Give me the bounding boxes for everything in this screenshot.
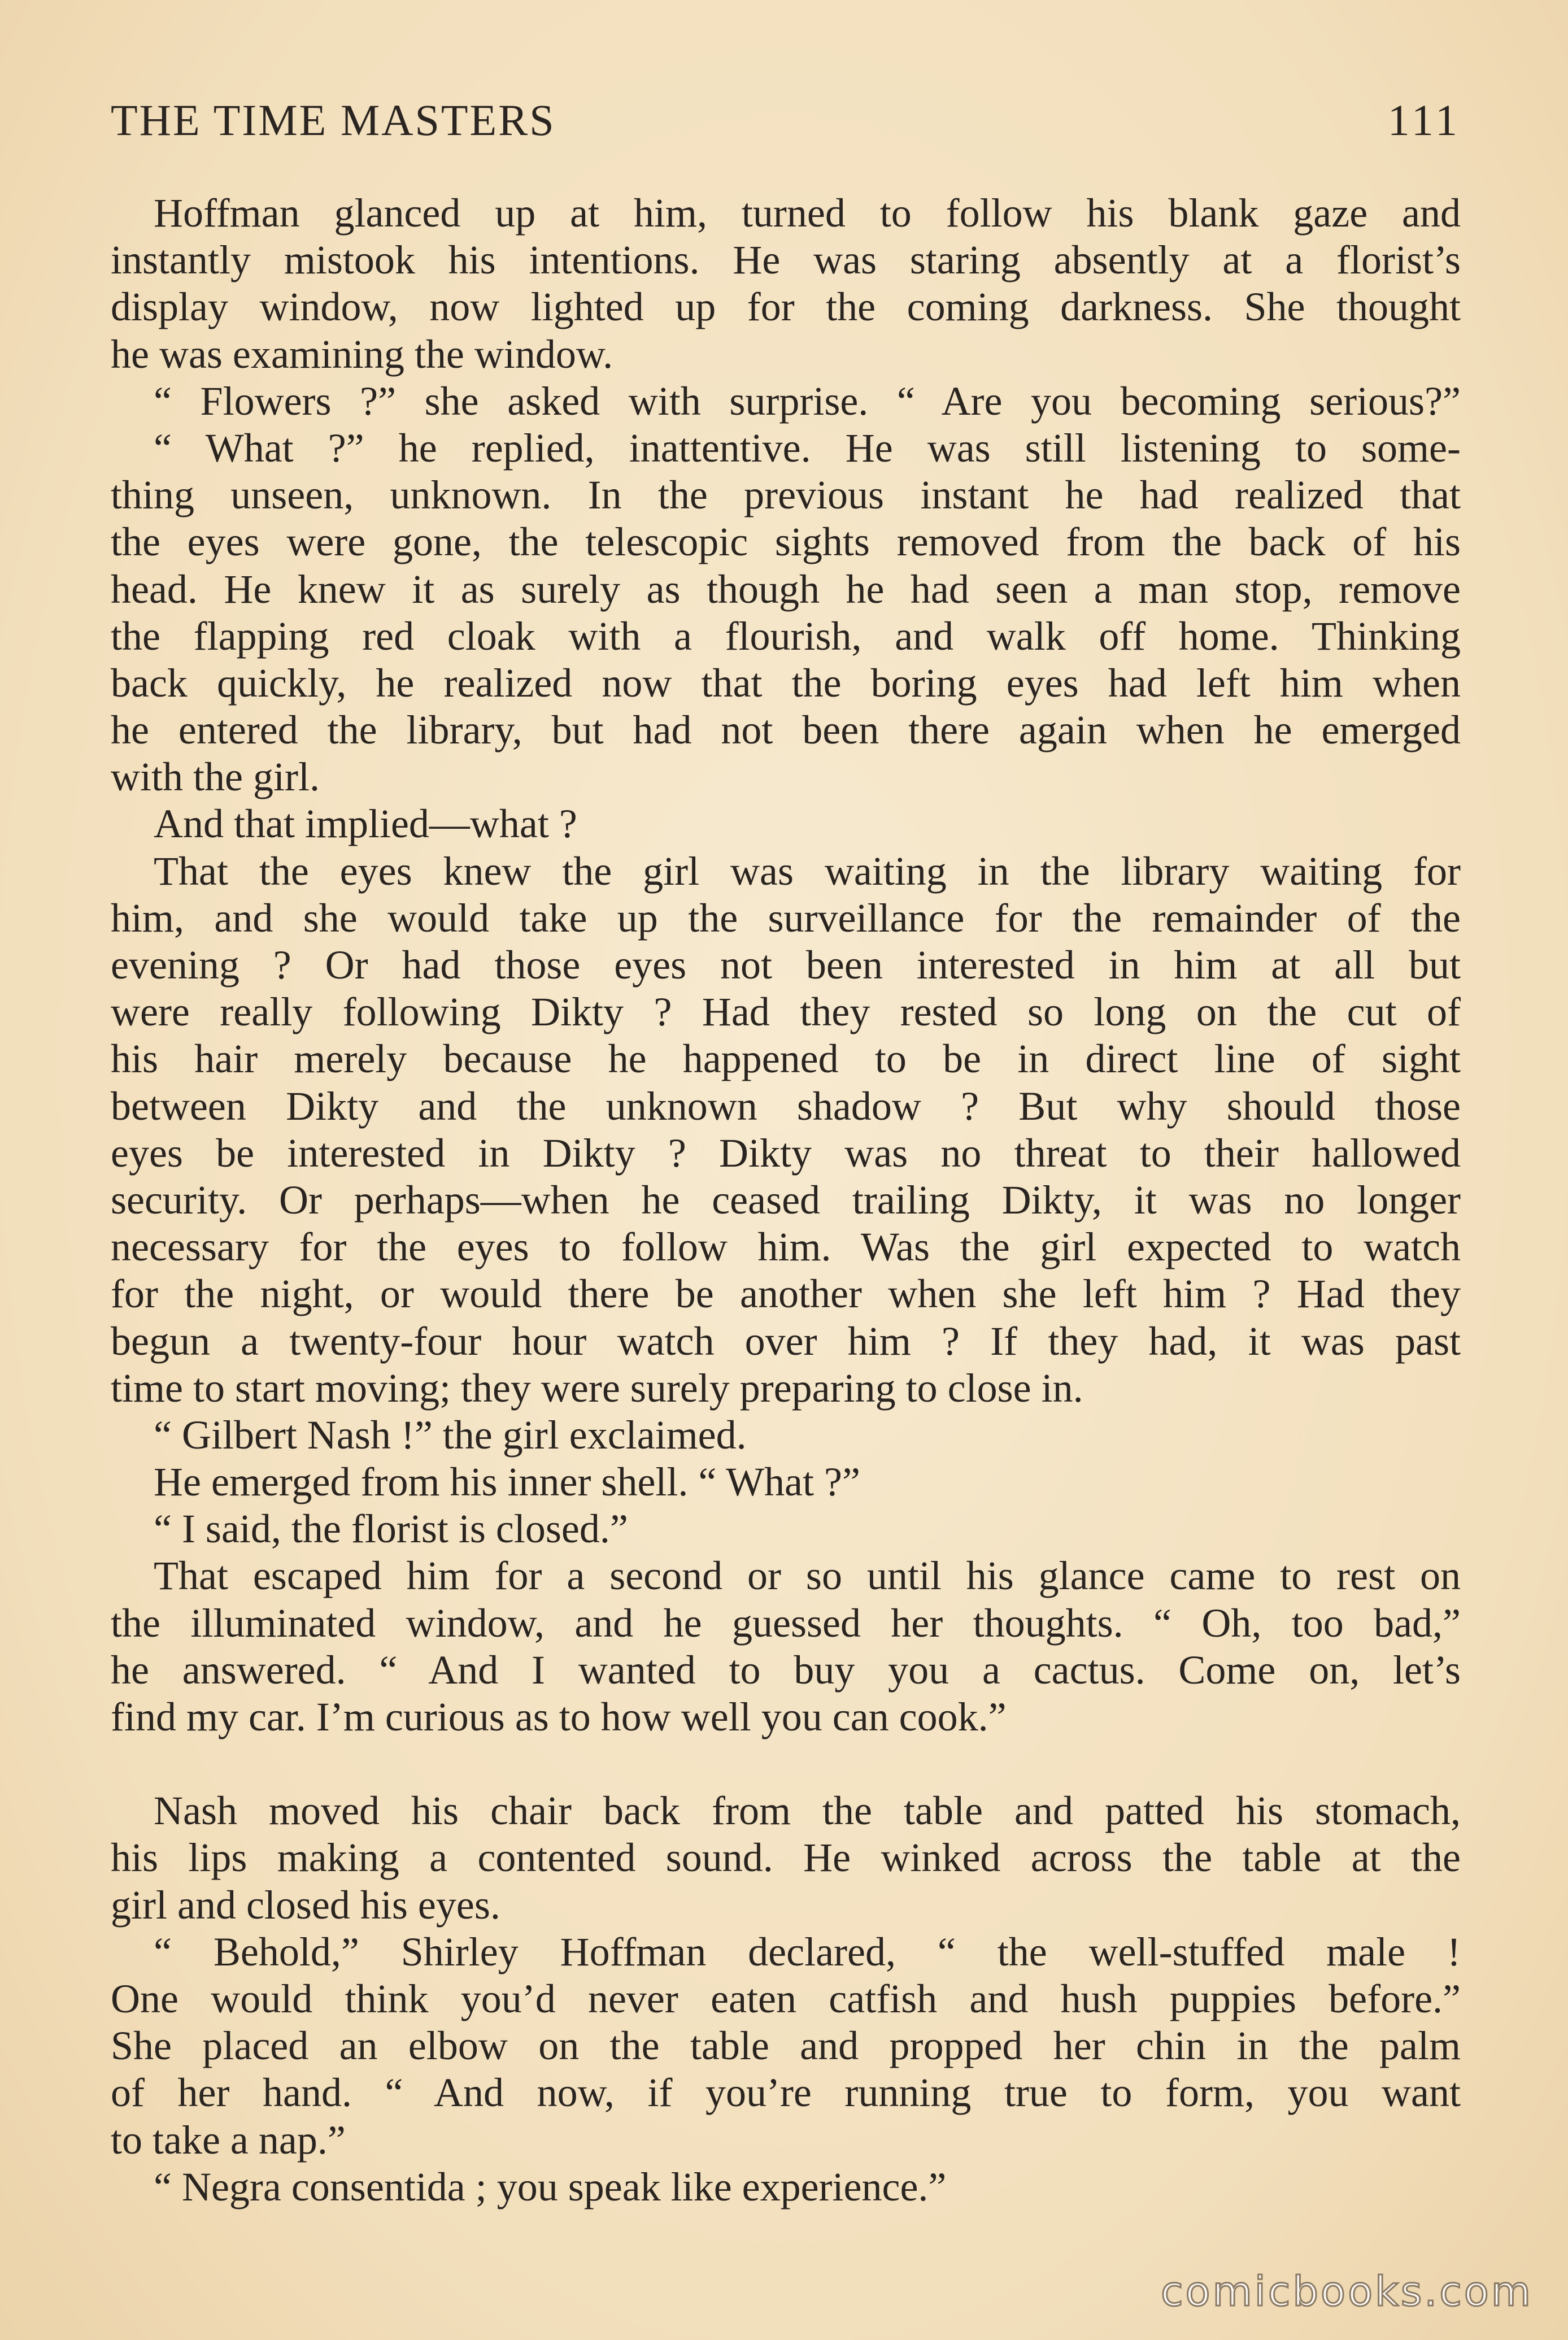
text-line: find my car. I’m curious as to how well you can cook.” bbox=[111, 1694, 1007, 1739]
text-line: evening ? Or had those eyes not been interested in him at all but bbox=[111, 942, 1461, 988]
text-line: thing unseen, unknown. In the previous instant he had realized that bbox=[111, 472, 1461, 518]
text-line: She placed an elbow on the table and propped her chin in the palm bbox=[111, 2023, 1461, 2069]
text-line: “ Flowers ?” she asked with surprise. “ Are you becoming serious?” bbox=[154, 378, 1461, 424]
text-line: him, and she would take up the surveillance for the remainder of the bbox=[111, 895, 1461, 941]
text-line: And that implied—what ? bbox=[154, 801, 577, 847]
text-line: girl and closed his eyes. bbox=[111, 1882, 500, 1928]
text-line: between Dikty and the unknown shadow ? But why should those bbox=[111, 1083, 1461, 1129]
text-line: the flapping red cloak with a flourish, and walk off home. Thinking bbox=[111, 613, 1461, 659]
watermark-logo: comicbooks.com bbox=[1160, 2268, 1533, 2315]
text-line: the illuminated window, and he guessed her thoughts. “ Oh, too bad,” bbox=[111, 1600, 1461, 1646]
page-header bbox=[111, 95, 1461, 151]
text-line: eyes be interested in Dikty ? Dikty was no threat to their hallowed bbox=[111, 1130, 1461, 1176]
text-line: begun a twenty-four hour watch over him ? If they had, it was past bbox=[111, 1318, 1461, 1364]
text-line: with the girl. bbox=[111, 754, 320, 800]
text-line: of her hand. “ And now, if you’re running true to form, you want bbox=[111, 2070, 1461, 2116]
text-line: One would think you’d never eaten catfish and hush puppies before.” bbox=[111, 1976, 1461, 2021]
text-line: back quickly, he realized now that the boring eyes had left him when bbox=[111, 660, 1461, 706]
text-line: “ Behold,” Shirley Hoffman declared, “ the well-stuffed male ! bbox=[154, 1929, 1461, 1974]
text-line: his hair merely because he happened to be in direct line of sight bbox=[111, 1036, 1461, 1082]
text-line: He emerged from his inner shell. “ What ?” bbox=[154, 1459, 860, 1505]
running-head: THE TIME MASTERS bbox=[111, 95, 556, 145]
text-line: time to start moving; they were surely preparing to close in. bbox=[111, 1365, 1083, 1411]
text-line: “ Negra consentida ; you speak like experience.” bbox=[154, 2164, 947, 2209]
text-line: to take a nap.” bbox=[111, 2117, 346, 2163]
body-text bbox=[111, 190, 1461, 2211]
text-line: Nash moved his chair back from the table and patted his stomach, bbox=[154, 1788, 1461, 1834]
text-line: necessary for the eyes to follow him. Was the girl expected to watch bbox=[111, 1224, 1461, 1270]
text-line: were really following Dikty ? Had they rested so long on the cut of bbox=[111, 989, 1461, 1035]
text-line: That the eyes knew the girl was waiting in the library waiting for bbox=[154, 848, 1461, 894]
text-line: “ I said, the florist is closed.” bbox=[154, 1506, 628, 1552]
text-line: Hoffman glanced up at him, turned to follow his blank gaze and bbox=[154, 190, 1461, 236]
text-line: head. He knew it as surely as though he had seen a man stop, remove bbox=[111, 566, 1461, 612]
text-line: “ What ?” he replied, inattentive. He was still listening to some- bbox=[154, 425, 1461, 471]
section-break bbox=[111, 1741, 1461, 1787]
text-line: display window, now lighted up for the coming darkness. She thought bbox=[111, 284, 1461, 330]
text-line: he entered the library, but had not been there again when he emerged bbox=[111, 707, 1461, 753]
text-line: security. Or perhaps—when he ceased trailing Dikty, it was no longer bbox=[111, 1177, 1461, 1223]
text-line: That escaped him for a second or so until his glance came to rest on bbox=[154, 1553, 1461, 1599]
text-line: instantly mistook his intentions. He was staring absently at a florist’s bbox=[111, 237, 1461, 283]
page-number: 111 bbox=[1387, 95, 1461, 145]
text-line: he answered. “ And I wanted to buy you a cactus. Come on, let’s bbox=[111, 1647, 1461, 1693]
text-line: for the night, or would there be another when she left him ? Had they bbox=[111, 1271, 1461, 1317]
text-line: the eyes were gone, the telescopic sights removed from the back of his bbox=[111, 519, 1461, 565]
text-line: his lips making a contented sound. He winked across the table at the bbox=[111, 1835, 1461, 1881]
text-line: “ Gilbert Nash !” the girl exclaimed. bbox=[154, 1412, 747, 1458]
text-line: he was examining the window. bbox=[111, 331, 613, 377]
